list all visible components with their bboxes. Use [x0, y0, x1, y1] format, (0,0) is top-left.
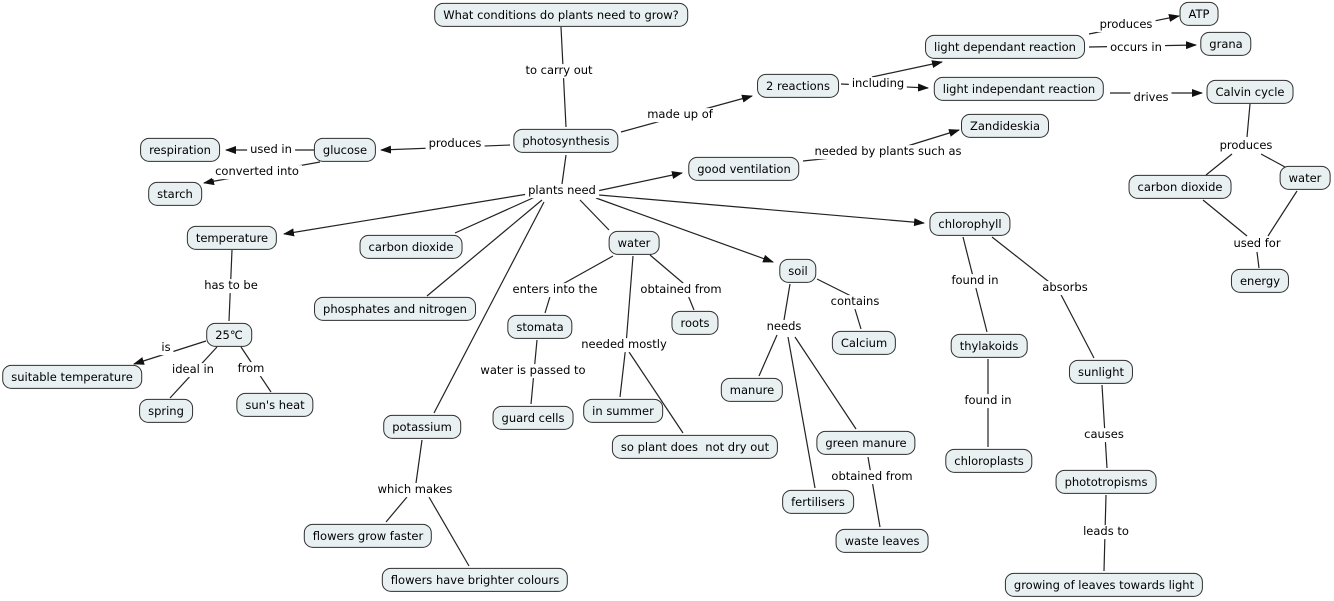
link-label-needed-by-plants-such-as[interactable]: needed by plants such as [811, 145, 964, 159]
concept-two-reactions[interactable]: 2 reactions [757, 74, 839, 98]
link-label-produces-co2-water[interactable]: produces [1217, 139, 1276, 153]
concept-photosynthesis[interactable]: photosynthesis [513, 129, 618, 153]
link-label-needs[interactable]: needs [764, 320, 805, 334]
concept-temperature[interactable]: temperature [187, 226, 277, 250]
link-label-causes[interactable]: causes [1081, 428, 1127, 442]
concept-temp-25c[interactable]: 25℃ [206, 323, 252, 347]
concept-starch[interactable]: starch [148, 182, 202, 206]
link-label-found-in-thylakoids[interactable]: found in [948, 274, 1001, 288]
concept-spring[interactable]: spring [139, 399, 193, 423]
concept-carbon-dioxide[interactable]: carbon dioxide [360, 235, 463, 259]
link-label-from[interactable]: from [235, 362, 268, 376]
concept-suitable-temperature[interactable]: suitable temperature [2, 365, 142, 389]
concept-sunlight[interactable]: sunlight [1069, 360, 1133, 384]
link-label-used-in[interactable]: used in [247, 143, 295, 157]
concept-stomata[interactable]: stomata [507, 315, 572, 339]
link-label-plants-need[interactable]: plants need [525, 184, 599, 198]
concept-roots[interactable]: roots [671, 311, 718, 335]
link-label-converted-into[interactable]: converted into [212, 165, 302, 179]
link-label-ideal-in[interactable]: ideal in [169, 363, 217, 377]
concept-so-plant-does-not-dry-out[interactable]: so plant does not dry out [612, 435, 778, 459]
link-label-including[interactable]: including [849, 77, 907, 91]
link-label-made-up-of[interactable]: made up of [644, 108, 716, 122]
concept-green-manure[interactable]: green manure [816, 431, 915, 455]
concept-grana[interactable]: grana [1200, 32, 1251, 56]
concept-flowers-grow-faster[interactable]: flowers grow faster [304, 524, 432, 548]
concept-guard-cells[interactable]: guard cells [493, 406, 574, 430]
link-label-leads-to[interactable]: leads to [1080, 525, 1132, 539]
concept-respiration[interactable]: respiration [140, 138, 220, 162]
concept-atp[interactable]: ATP [1180, 2, 1219, 26]
concept-potassium[interactable]: potassium [383, 415, 461, 439]
concept-flowers-brighter-colours[interactable]: flowers have brighter colours [382, 568, 568, 592]
concept-energy[interactable]: energy [1231, 269, 1289, 293]
concept-light-dependant-reaction[interactable]: light dependant reaction [925, 35, 1085, 59]
concept-chlorophyll[interactable]: chlorophyll [929, 212, 1010, 236]
link-label-found-in-chloroplasts[interactable]: found in [961, 394, 1014, 408]
concept-phosphates-and-nitrogen[interactable]: phosphates and nitrogen [314, 297, 476, 321]
link-label-needed-mostly[interactable]: needed mostly [578, 338, 670, 352]
link-label-produces-atp[interactable]: produces [1097, 18, 1156, 32]
link-label-is[interactable]: is [158, 341, 173, 355]
concept-waste-leaves[interactable]: waste leaves [836, 529, 929, 553]
concept-chloroplasts[interactable]: chloroplasts [945, 449, 1032, 473]
concept-suns-heat[interactable]: sun's heat [236, 393, 313, 417]
concept-water[interactable]: water [609, 231, 660, 255]
concept-soil[interactable]: soil [779, 259, 816, 283]
concept-phototropisms[interactable]: phototropisms [1056, 470, 1157, 494]
link-label-to-carry-out[interactable]: to carry out [522, 64, 595, 78]
concept-thylakoids[interactable]: thylakoids [951, 334, 1028, 358]
concept-calcium[interactable]: Calcium [832, 331, 896, 355]
concept-zandideskia[interactable]: Zandideskia [961, 114, 1049, 138]
link-label-water-is-passed-to[interactable]: water is passed to [477, 364, 588, 378]
concept-water-product[interactable]: water [1280, 166, 1331, 190]
link-label-absorbs[interactable]: absorbs [1039, 281, 1090, 295]
concept-light-independant-reaction[interactable]: light independant reaction [934, 77, 1104, 101]
link-label-has-to-be[interactable]: has to be [201, 279, 261, 293]
link-label-enters-into-the[interactable]: enters into the [510, 283, 601, 297]
link-label-obtained-from-roots[interactable]: obtained from [637, 283, 724, 297]
concept-fertilisers[interactable]: fertilisers [782, 490, 854, 514]
link-label-produces-glucose[interactable]: produces [426, 137, 485, 151]
concept-in-summer[interactable]: in summer [583, 399, 663, 423]
link-label-obtained-from-waste[interactable]: obtained from [828, 470, 915, 484]
concept-glucose[interactable]: glucose [314, 138, 376, 162]
link-label-contains[interactable]: contains [828, 295, 883, 309]
concept-manure[interactable]: manure [721, 378, 783, 402]
link-label-drives[interactable]: drives [1130, 91, 1171, 105]
concept-growing-of-leaves[interactable]: growing of leaves towards light [1005, 573, 1203, 597]
link-label-occurs-in[interactable]: occurs in [1107, 41, 1165, 55]
concept-question[interactable]: What conditions do plants need to grow? [434, 3, 688, 27]
concept-carbon-dioxide-product[interactable]: carbon dioxide [1129, 175, 1232, 199]
link-label-which-makes[interactable]: which makes [375, 483, 456, 497]
link-label-used-for[interactable]: used for [1230, 237, 1283, 251]
concept-calvin-cycle[interactable]: Calvin cycle [1207, 80, 1294, 104]
concept-good-ventilation[interactable]: good ventilation [688, 157, 799, 181]
